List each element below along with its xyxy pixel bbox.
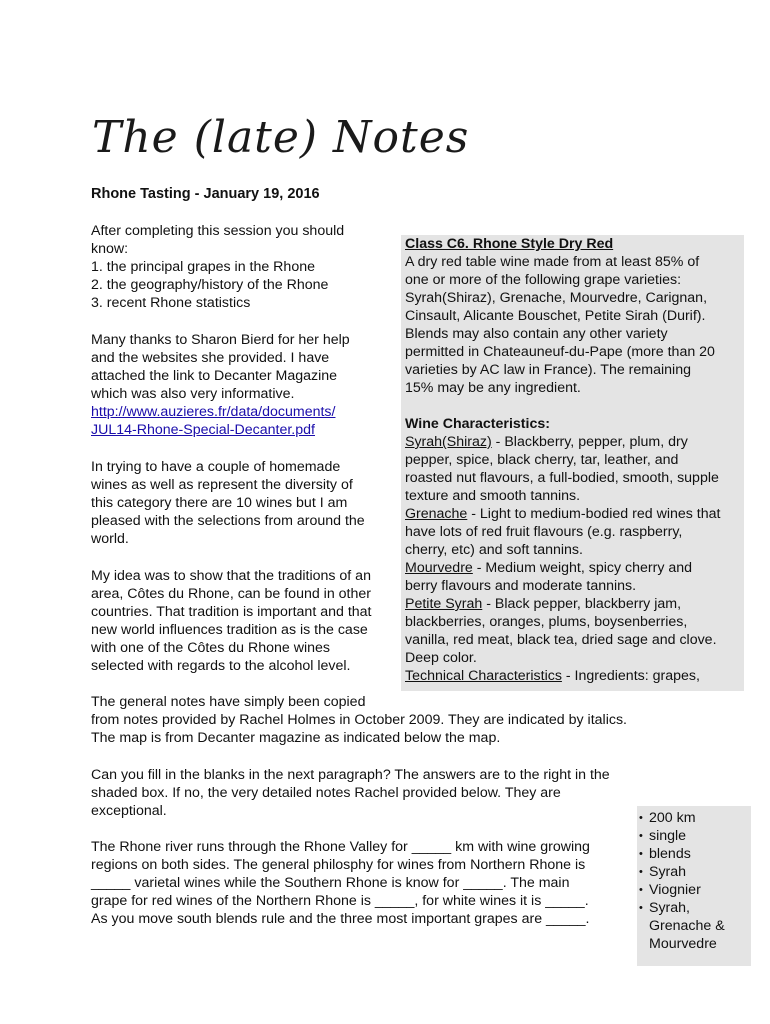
answer-item: • Syrah, Grenache & Mourvedre <box>637 899 751 953</box>
class-definition-line: Cinsault, Alicante Bouschet, Petite Sirah (Durif). <box>405 308 706 324</box>
intro-line: After completing this session you should <box>91 223 345 239</box>
variety-desc-line: berry flavours and moderate tannins. <box>405 578 637 594</box>
variety-name: Mourvedre <box>405 560 473 576</box>
variety-desc-line: vanilla, red meat, black tea, dried sage and clove. <box>405 632 717 648</box>
goal-item: 2. the geography/history of the Rhone <box>91 277 329 293</box>
trying-paragraph <box>91 458 396 548</box>
class-definition-line: A dry red table wine made from at least 85% of <box>405 254 700 270</box>
thanks-line: which was also very informative. <box>91 386 295 402</box>
characteristics-heading: Wine Characteristics: <box>405 416 550 432</box>
idea-line: with one of the Côtes du Rhone wines <box>91 640 330 656</box>
answer-item: • Syrah <box>637 863 751 881</box>
thanks-line: Many thanks to Sharon Bierd for her help <box>91 332 350 348</box>
idea-line: area, Côtes du Rhone, can be found in other <box>91 586 372 602</box>
decanter-link-line: http://www.auzieres.fr/data/documents/ <box>91 404 336 420</box>
idea-line: new world influences tradition as is the case <box>91 622 368 638</box>
class-definition-line: permitted in Chateauneuf-du-Pape (more than 20 <box>405 344 715 360</box>
fill-intro-paragraph <box>91 766 610 820</box>
general-line: from notes provided by Rachel Holmes in October 2009. They are indicated by italics. <box>91 712 627 728</box>
fill-line: grape for red wines of the Northern Rhone is _____, for white wines it is _____. <box>91 893 589 909</box>
variety-desc-line: pepper, spice, black cherry, tar, leather, and <box>405 452 679 468</box>
trying-line: world. <box>91 531 129 547</box>
trying-line: wines as well as represent the diversity of <box>91 477 353 493</box>
idea-paragraph <box>91 567 396 675</box>
intro-line: know: <box>91 241 129 257</box>
thanks-line: attached the link to Decanter Magazine <box>91 368 338 384</box>
decanter-link[interactable] <box>91 403 396 439</box>
variety-desc-line: cherry, etc) and soft tannins. <box>405 542 583 558</box>
variety-name: Grenache <box>405 506 468 522</box>
variety-name: Petite Syrah <box>405 596 483 612</box>
variety-grenache <box>405 505 744 523</box>
fill-intro-line: exceptional. <box>91 803 167 819</box>
answer-item: • Viognier <box>637 881 751 899</box>
technical-characteristics <box>405 667 744 685</box>
fill-line: As you move south blends rule and the three most important grapes are _____. <box>91 911 590 927</box>
general-line: The map is from Decanter magazine as indicated below the map. <box>91 730 501 746</box>
class-definition-line: Syrah(Shiraz), Grenache, Mourvedre, Carignan, <box>405 290 708 306</box>
page-title: The (late) Notes <box>92 112 470 163</box>
goal-item: 3. recent Rhone statistics <box>91 295 251 311</box>
thanks-line: and the websites she provided. I have <box>91 350 330 366</box>
idea-line: My idea was to show that the traditions of an <box>91 568 371 584</box>
variety-desc: - Ingredients: grapes, <box>561 668 700 684</box>
idea-line: selected with regards to the alcohol level. <box>91 658 351 674</box>
answers-list <box>637 809 751 953</box>
fill-line: The Rhone river runs through the Rhone Valley for _____ km with wine growing <box>91 839 590 855</box>
variety-desc-line: texture and smooth tannins. <box>405 488 581 504</box>
variety-mourvedre <box>405 559 744 577</box>
goal-item: 1. the principal grapes in the Rhone <box>91 259 315 275</box>
variety-syrah <box>405 433 744 451</box>
variety-desc-line: blackberries, oranges, plums, boysenberries, <box>405 614 688 630</box>
answer-item: • 200 km <box>637 809 751 827</box>
thanks-paragraph <box>91 331 396 439</box>
answer-item: • single <box>637 827 751 845</box>
idea-line: countries. That tradition is important and that <box>91 604 372 620</box>
general-line: The general notes have simply been copied <box>91 694 366 710</box>
fill-intro-line: shaded box. If no, the very detailed notes Rachel provided below. They are <box>91 785 561 801</box>
variety-desc-line: Deep color. <box>405 650 477 666</box>
class-definition-line: Blends may also contain any other variety <box>405 326 668 342</box>
variety-petite-syrah <box>405 595 744 613</box>
general-notes-paragraph <box>91 693 627 747</box>
variety-desc: - Black pepper, blackberry jam, <box>482 596 682 612</box>
class-definition-line: varieties by AC law in France). The remaining <box>405 362 691 378</box>
class-heading: Class C6. Rhone Style Dry Red <box>405 236 614 252</box>
variety-name: Technical Characteristics <box>405 668 562 684</box>
class-definition-line: one or more of the following grape varieties: <box>405 272 682 288</box>
variety-desc-line: have lots of red fruit flavours (e.g. raspberry, <box>405 524 683 540</box>
variety-name: Syrah(Shiraz) <box>405 434 492 450</box>
class-c6-box <box>401 235 744 691</box>
page-subtitle: Rhone Tasting - January 19, 2016 <box>91 186 320 202</box>
variety-desc: - Medium weight, spicy cherry and <box>472 560 693 576</box>
variety-desc: - Light to medium-bodied red wines that <box>467 506 721 522</box>
intro-paragraph <box>91 222 396 312</box>
decanter-link-line: JUL14-Rhone-Special-Decanter.pdf <box>91 422 315 438</box>
trying-line: pleased with the selections from around the <box>91 513 365 529</box>
class-definition-line: 15% may be any ingredient. <box>405 380 581 396</box>
fill-blanks-paragraph <box>91 838 590 928</box>
fill-line: regions on both sides. The general philosphy for wines from Northern Rhone is <box>91 857 586 873</box>
variety-desc-line: roasted nut flavours, a full-bodied, smooth, supple <box>405 470 719 486</box>
answer-item: • blends <box>637 845 751 863</box>
fill-intro-line: Can you fill in the blanks in the next paragraph? The answers are to the right in the <box>91 767 610 783</box>
trying-line: In trying to have a couple of homemade <box>91 459 341 475</box>
trying-line: this category there are 10 wines but I am <box>91 495 348 511</box>
answers-box <box>637 806 751 966</box>
variety-desc: - Blackberry, pepper, plum, dry <box>491 434 688 450</box>
fill-line: _____ varietal wines while the Southern Rhone is know for _____. The main <box>91 875 570 891</box>
